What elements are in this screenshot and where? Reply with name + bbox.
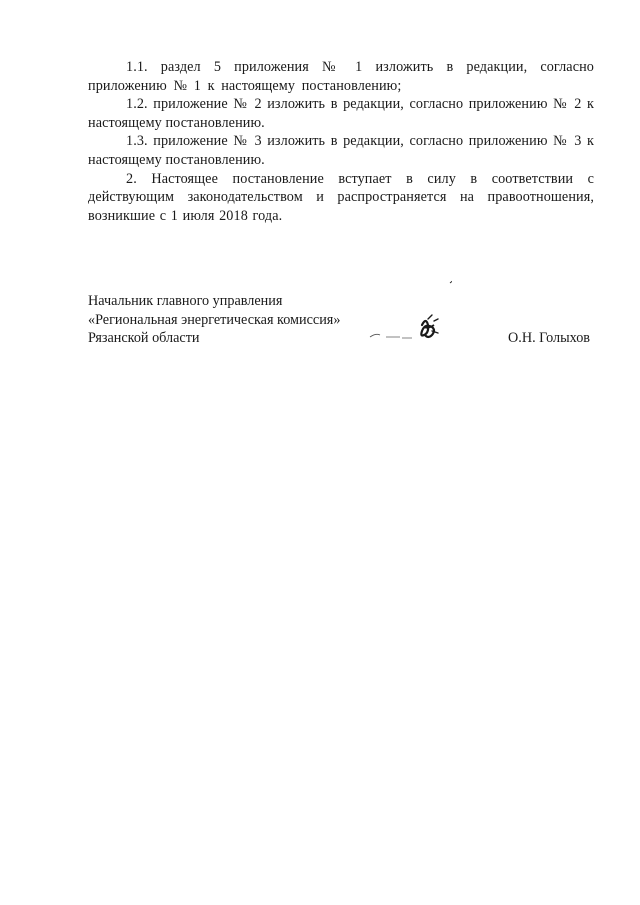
paragraph-1-3: 1.3. приложение № 3 изложить в редакции, согласно приложению № 3 к настоящему постановлению. bbox=[88, 133, 594, 168]
signatory-title-line-2: «Региональная энергетическая комиссия» bbox=[88, 311, 341, 328]
signatory-title-line-1: Начальник главного управления bbox=[88, 293, 283, 309]
handwritten-signature bbox=[362, 275, 452, 355]
paragraph-2: 2. Настоящее постановление вступает в силу в соответствии с действующим законодательством и распространяется на правоотношения, возникшие с 1 июля 2018 года. bbox=[88, 170, 594, 224]
signatory-title-line-3: Рязанской области bbox=[88, 330, 200, 347]
signatory-name: О.Н. Голыхов bbox=[508, 330, 590, 347]
document-body bbox=[88, 58, 594, 225]
paragraph-1-1: 1.1. раздел 5 приложения № 1 изложить в редакции, согласно приложению № 1 к настоящему постановлению; bbox=[88, 59, 594, 94]
signature-block bbox=[88, 292, 594, 348]
paragraph-1-2: 1.2. приложение № 2 изложить в редакции, согласно приложению № 2 к настоящему постановлению. bbox=[88, 96, 594, 131]
